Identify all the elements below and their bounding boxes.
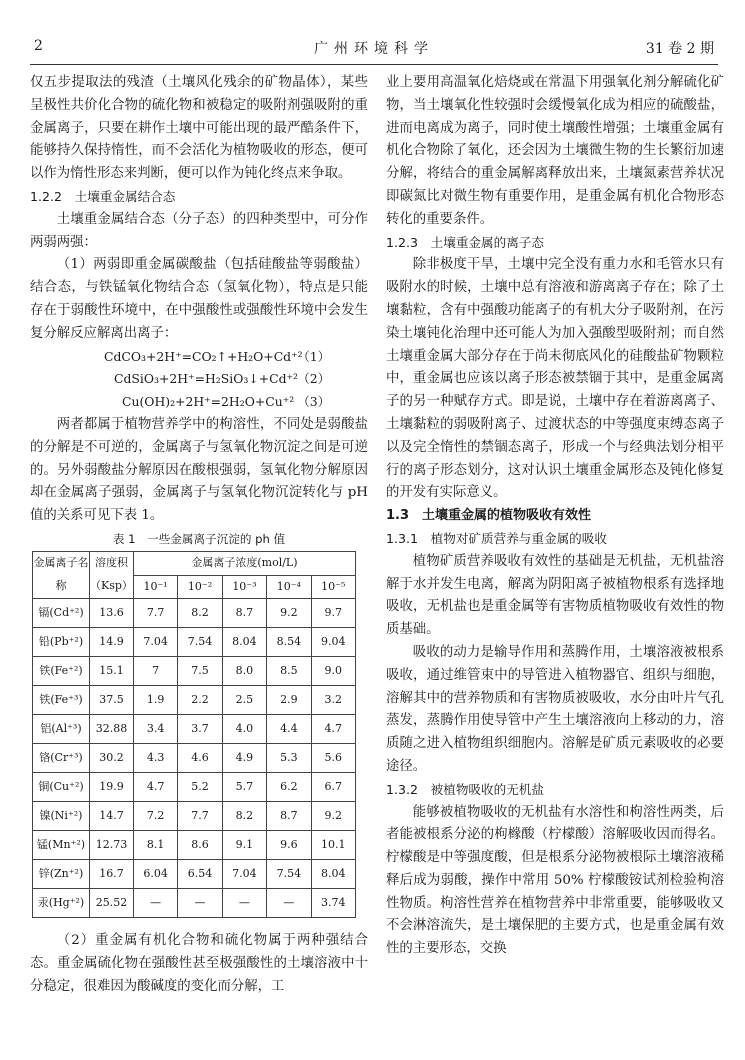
ksp-cell: 14.9 bbox=[90, 628, 134, 657]
metal-name-cell: 镉(Cd⁺²) bbox=[33, 599, 90, 628]
left-column bbox=[30, 72, 368, 999]
metal-name-cell: 铁(Fe⁺²) bbox=[33, 657, 90, 686]
table-row bbox=[33, 599, 356, 628]
paragraph: 两者都属于植物营养学中的枸溶性，不同处是弱酸盐的分解是不可逆的，金属离子与氢氧化物沉淀之间是可逆的。另外弱酸盐分解原因在酸根强弱，氢氧化物分解原因却在金属离子强弱，金属离子与氢氧化物沉淀转化与 pH 值的关系可见下表 1。 bbox=[30, 416, 368, 524]
ph-cell: 7.54 bbox=[267, 860, 311, 889]
table-row bbox=[33, 773, 356, 802]
ph-cell: 2.9 bbox=[267, 686, 311, 715]
metal-name-cell: 铁(Fe⁺³) bbox=[33, 686, 90, 715]
metal-name-cell: 铜(Cu⁺²) bbox=[33, 773, 90, 802]
table-row bbox=[33, 831, 356, 860]
paragraph: 土壤重金属结合态（分子态）的四种类型中，可分作两弱两强： bbox=[30, 211, 368, 250]
col-header-conc: 10⁻¹ bbox=[133, 575, 177, 599]
metal-name-cell: 汞(Hg⁺²) bbox=[33, 889, 90, 918]
ph-cell: 9.0 bbox=[311, 657, 355, 686]
ph-cell: 4.4 bbox=[267, 715, 311, 744]
ph-cell: 8.6 bbox=[178, 831, 222, 860]
ph-cell: 8.7 bbox=[267, 802, 311, 831]
ph-cell: 7.54 bbox=[178, 628, 222, 657]
ph-cell: 4.7 bbox=[133, 773, 177, 802]
table-row bbox=[33, 628, 356, 657]
col-header-conc: 10⁻³ bbox=[222, 575, 266, 599]
equation-formula: Cu(OH)₂+2H⁺=2H₂O+Cu⁺² bbox=[122, 394, 295, 410]
ph-cell: — bbox=[222, 889, 266, 918]
ph-cell: 4.0 bbox=[222, 715, 266, 744]
ph-cell: 2.5 bbox=[222, 686, 266, 715]
ph-cell: 5.3 bbox=[267, 744, 311, 773]
metal-name-cell: 铬(Cr⁺³) bbox=[33, 744, 90, 773]
table-row bbox=[33, 744, 356, 773]
paragraph: 吸收的动力是输导作用和蒸腾作用，土壤溶液被根系吸收，通过维管束中的导管进入植物器官、组织与细胞，溶解其中的营养物质和有害物质被吸收，水分由叶片气孔蒸发，蒸腾作用使导管中产生土壤溶液向上移动的力，溶质随之进入植物组织细胞内。溶解是矿质元素吸收的必要途径。 bbox=[386, 644, 724, 774]
header-rule bbox=[30, 64, 718, 65]
ph-cell: 8.0 bbox=[222, 657, 266, 686]
ksp-cell: 19.9 bbox=[90, 773, 134, 802]
table-caption: 表 1 一些金属离子沉淀的 ph 值 bbox=[112, 531, 286, 546]
paragraph: 除非极度干旱，土壤中完全没有重力水和毛管水只有吸附水的时候，土壤中总有溶液和游离离子存在；除了土壤黏粒，含有中强酸功能离子的有机大分子吸附剂，在污染土壤钝化治理中还可能人为加入强酸型吸附剂；而自然土壤重金属大部分存在于尚未彻底风化的硅酸盐矿物颗粒中，重金属也应该以离子形态被禁锢于其中，是重金属离子的另一种赋存方式。即是说，土壤中存在着游离离子、土壤黏粒的弱吸附离子、过渡状态的中等强度束缚态离子以及完全惰性的禁锢态离子，形成一个与经典法划分相平行的离子形态划分，这对认识土壤重金属形态及钝化修复的开发有实际意义。 bbox=[386, 257, 724, 501]
equation-formula: CdSiO₃+2H⁺=H₂SiO₃↓+Cd⁺² bbox=[114, 371, 299, 387]
ph-cell: 9.04 bbox=[311, 628, 355, 657]
ph-cell: 3.7 bbox=[178, 715, 222, 744]
section-heading-1-3-2: 1.3.2 被植物吸收的无机盐 bbox=[386, 781, 544, 797]
table-row bbox=[33, 657, 356, 686]
paragraph: （1）两弱即重金属碳酸盐（包括硅酸盐等弱酸盐）结合态，与铁锰氧化物结合态（氢氧化物），特点是只能存在于弱酸性环境中，在中强酸性或强酸性环境中会发生复分解反应解离出离子： bbox=[30, 257, 368, 341]
ph-cell: 7.7 bbox=[178, 802, 222, 831]
table-row bbox=[33, 889, 356, 918]
paragraph: 能够被植物吸收的无机盐有水溶性和枸溶性两类，后者能被根系分泌的枸橼酸（柠檬酸）溶解吸收因而得名。柠檬酸是中等强度酸，但是根系分泌物被根际土壤溶液稀释后成为弱酸，操作中常用 50% 柠檬酸铵试剂检验枸溶性物质。枸溶性营养在植物营养中非常重要，能够吸收又不会淋溶流失，是土壤保肥的主要方式，也是重金属有效性的主要形态，交换 bbox=[386, 804, 724, 957]
ph-cell: 8.04 bbox=[222, 628, 266, 657]
ph-cell: 4.7 bbox=[311, 715, 355, 744]
col-header-conc: 10⁻² bbox=[178, 575, 222, 599]
metal-name-cell: 铝(Al⁺³) bbox=[33, 715, 90, 744]
ph-cell: 6.2 bbox=[267, 773, 311, 802]
ph-cell: 10.1 bbox=[311, 831, 355, 860]
ph-cell: 9.7 bbox=[311, 599, 355, 628]
ph-cell: 3.2 bbox=[311, 686, 355, 715]
equation-2 bbox=[30, 368, 368, 391]
ksp-cell: 25.52 bbox=[90, 889, 134, 918]
ph-cell: 9.2 bbox=[311, 802, 355, 831]
ph-cell: 7.04 bbox=[133, 628, 177, 657]
ksp-cell: 37.5 bbox=[90, 686, 134, 715]
ph-cell: 8.1 bbox=[133, 831, 177, 860]
ph-cell: — bbox=[178, 889, 222, 918]
ksp-cell: 30.2 bbox=[90, 744, 134, 773]
col-header-concentration: 金属离子浓度(mol/L) bbox=[133, 551, 355, 575]
ph-cell: 3.74 bbox=[311, 889, 355, 918]
ph-cell: 1.9 bbox=[133, 686, 177, 715]
ph-cell: — bbox=[133, 889, 177, 918]
ph-cell: 7.04 bbox=[222, 860, 266, 889]
metal-name-cell: 铅(Pb⁺²) bbox=[33, 628, 90, 657]
equation-1 bbox=[30, 346, 368, 369]
ph-cell: 5.2 bbox=[178, 773, 222, 802]
section-heading-1-2-3: 1.2.3 土壤重金属的离子态 bbox=[386, 234, 544, 250]
journal-name: 广州环境科学 bbox=[314, 41, 434, 57]
metal-name-cell: 锌(Zn⁺²) bbox=[33, 860, 90, 889]
table-row bbox=[33, 686, 356, 715]
ph-cell: 9.1 bbox=[222, 831, 266, 860]
paragraph: （2）重金属有机化合物和硫化物属于两种强结合态。重金属硫化物在强酸性甚至极强酸性的土壤溶液中十分稳定，很难因为酸碱度的变化而分解，工 bbox=[30, 933, 368, 994]
ph-cell: 7.2 bbox=[133, 802, 177, 831]
ksp-cell: 32.88 bbox=[90, 715, 134, 744]
ph-cell: 4.3 bbox=[133, 744, 177, 773]
equation-formula: CdCO₃+2H⁺=CO₂↑+H₂O+Cd⁺² bbox=[104, 348, 303, 364]
ph-cell: 6.54 bbox=[178, 860, 222, 889]
col-header-ksp: 溶度积（Ksp） bbox=[90, 551, 134, 599]
ph-cell: 8.5 bbox=[267, 657, 311, 686]
section-heading-1-3: 1.3 土壤重金属的植物吸收有效性 bbox=[386, 508, 592, 524]
ksp-cell: 15.1 bbox=[90, 657, 134, 686]
table-row bbox=[33, 860, 356, 889]
section-heading-1-3-1: 1.3.1 植物对矿质营养与重金属的吸收 bbox=[386, 530, 607, 546]
col-header-conc: 10⁻⁴ bbox=[267, 575, 311, 599]
ksp-cell: 13.6 bbox=[90, 599, 134, 628]
metal-name-cell: 锰(Mn⁺²) bbox=[33, 831, 90, 860]
ph-cell: — bbox=[267, 889, 311, 918]
equation-number: （3） bbox=[297, 394, 330, 410]
paragraph: 仅五步提取法的残渣（土壤风化残余的矿物晶体），某些呈极性共价化合物的硫化物和被稳定的吸附剂强吸附的重金属离子，只要在耕作土壤中可能出现的最严酷条件下，能够持久保持惰性，而不会活化为植物吸收的形态，便可以作为惰性形态来判断，便可以作为钝化终点来争取。 bbox=[30, 75, 368, 182]
ph-cell: 4.6 bbox=[178, 744, 222, 773]
ph-cell: 7.5 bbox=[178, 657, 222, 686]
section-heading-1-2-2: 1.2.2 土壤重金属结合态 bbox=[30, 188, 176, 204]
col-header-metal: 金属离子名称 bbox=[33, 551, 90, 599]
ph-cell: 8.7 bbox=[222, 599, 266, 628]
ph-cell: 9.2 bbox=[267, 599, 311, 628]
right-column bbox=[386, 72, 724, 961]
paragraph: 业上要用高温氧化焙烧或在常温下用强氧化剂分解硫化矿物，当土壤氧化性较强时会缓慢氧化成为相应的硫酸盐，进而电离成为离子，同时使土壤酸性增强；土壤重金属有机化合物除了氧化，还会因为土壤微生物的生长繁衍加速分解，将结合的重金属解离释放出来，土壤氮素营养状况即碳氮比对微生物有重要作用，是重金属有机化合物形态转化的重要条件。 bbox=[386, 75, 724, 227]
ph-cell: 8.04 bbox=[311, 860, 355, 889]
paragraph: 植物矿质营养吸收有效性的基础是无机盐，无机盐溶解于水并发生电离，解离为阴阳离子被植物根系有选择地吸收，无机盐也是重金属等有害物质植物吸收有效性的物质基础。 bbox=[386, 553, 724, 638]
ph-cell: 7 bbox=[133, 657, 177, 686]
ph-cell: 8.54 bbox=[267, 628, 311, 657]
table-row bbox=[33, 715, 356, 744]
ph-cell: 4.9 bbox=[222, 744, 266, 773]
ph-cell: 8.2 bbox=[222, 802, 266, 831]
ksp-cell: 14.7 bbox=[90, 802, 134, 831]
ph-cell: 6.04 bbox=[133, 860, 177, 889]
equation-number: （2） bbox=[297, 371, 330, 387]
equation-number: （1） bbox=[297, 348, 330, 364]
ph-cell: 3.4 bbox=[133, 715, 177, 744]
metal-name-cell: 镍(Ni⁺²) bbox=[33, 802, 90, 831]
page-number: 2 bbox=[34, 38, 43, 54]
equation-3 bbox=[30, 391, 368, 414]
issue-label: 31 卷 2 期 bbox=[645, 41, 714, 57]
ph-cell: 5.7 bbox=[222, 773, 266, 802]
ph-cell: 9.6 bbox=[267, 831, 311, 860]
ksp-cell: 12.73 bbox=[90, 831, 134, 860]
table-row bbox=[33, 802, 356, 831]
ph-cell: 6.7 bbox=[311, 773, 355, 802]
ph-cell: 5.6 bbox=[311, 744, 355, 773]
metal-precipitation-table bbox=[32, 551, 356, 919]
ph-cell: 8.2 bbox=[178, 599, 222, 628]
ph-cell: 7.7 bbox=[133, 599, 177, 628]
page-header bbox=[30, 38, 718, 60]
ksp-cell: 16.7 bbox=[90, 860, 134, 889]
col-header-conc: 10⁻⁵ bbox=[311, 575, 355, 599]
ph-cell: 2.2 bbox=[178, 686, 222, 715]
